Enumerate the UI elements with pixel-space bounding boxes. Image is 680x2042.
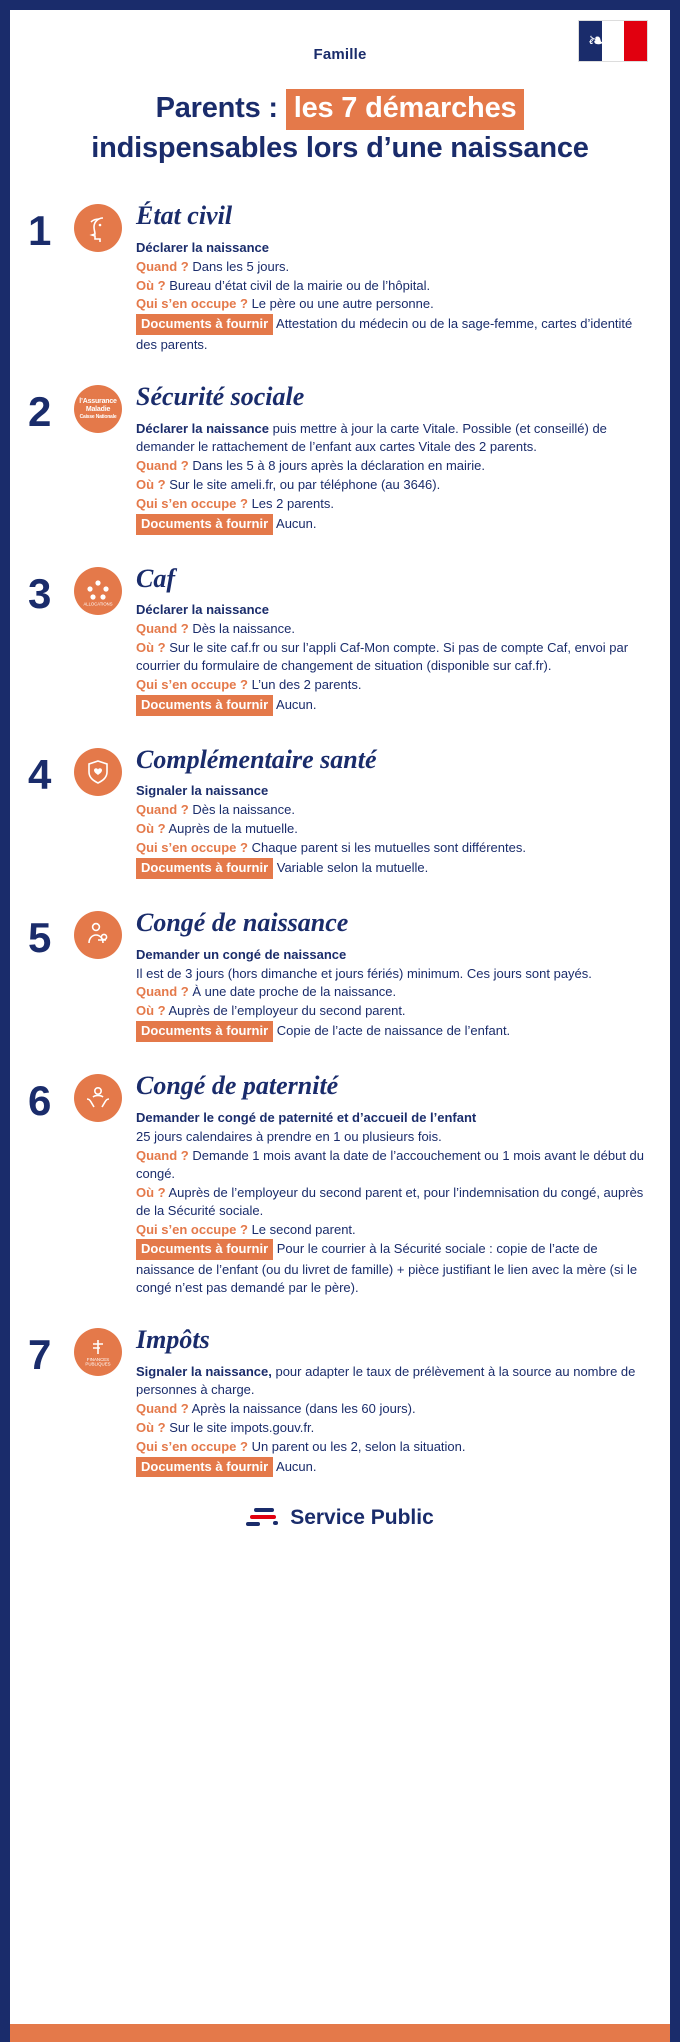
step-body	[136, 907, 652, 1044]
step-line	[136, 457, 652, 475]
step-line	[136, 1184, 652, 1220]
line-label: Déclarer la naissance	[136, 239, 269, 255]
line-label: Où ?	[136, 639, 166, 655]
line-label: Qui s’en occupe ?	[136, 1438, 248, 1454]
line-label: Qui s’en occupe ?	[136, 1221, 248, 1237]
title-highlight: les 7 démarches	[286, 89, 525, 130]
line-text: Les 2 parents.	[247, 495, 334, 511]
step-line	[136, 620, 652, 638]
line-text: Dès la naissance.	[188, 621, 295, 637]
line-label: Où ?	[136, 1184, 166, 1200]
step-title: Congé de paternité	[136, 1071, 339, 1101]
line-text: Dès la naissance.	[188, 802, 295, 818]
line-text: Dans les 5 jours.	[188, 258, 290, 274]
bottom-accent-bar	[10, 2024, 680, 2042]
step-lines	[136, 782, 652, 880]
step-line	[136, 639, 652, 675]
line-label: Où ?	[136, 1419, 166, 1435]
step-item	[28, 200, 652, 355]
parent-baby-icon	[74, 911, 122, 959]
step-title: Impôts	[136, 1325, 210, 1355]
step-line	[136, 258, 652, 276]
step-lines	[136, 1363, 652, 1479]
finances-publiques-logo-icon	[74, 1328, 122, 1376]
line-text: Bureau d’état civil de la mairie ou de l’hôpital.	[165, 277, 431, 293]
step-item	[28, 907, 652, 1044]
step-item	[28, 381, 652, 536]
step-title: Caf	[136, 563, 175, 593]
step-line	[136, 476, 652, 494]
line-label: Qui s’en occupe ?	[136, 840, 248, 856]
step-line	[136, 801, 652, 819]
step-line	[136, 314, 652, 354]
line-text: À une date proche de la naissance.	[188, 984, 397, 1000]
documents-badge: Documents à fournir	[136, 858, 273, 879]
line-label: Où ?	[136, 476, 166, 492]
line-label: Déclarer la naissance	[136, 602, 269, 618]
step-line	[136, 1457, 652, 1479]
line-label: Quand ?	[136, 1147, 189, 1163]
step-number: 5	[28, 914, 52, 961]
line-label: Signaler la naissance	[136, 783, 269, 799]
step-number: 4	[28, 750, 52, 798]
french-flag-icon: ❧	[578, 20, 648, 62]
service-public-logo-icon	[246, 1505, 280, 1531]
step-body	[136, 200, 652, 355]
documents-badge: Documents à fournir	[136, 695, 273, 716]
line-text: Le second parent.	[247, 1221, 356, 1237]
footer-logo-text: Service Public	[290, 1506, 434, 1530]
step-line	[136, 676, 652, 694]
line-text: Auprès de l’employeur du second parent et, pour l’indemnisation du congé, auprès de la Sécurité sociale.	[136, 1184, 644, 1218]
svg-text:PUBLIQUES: PUBLIQUES	[85, 1361, 111, 1367]
line-label: Déclarer la naissance	[136, 420, 269, 436]
step-number: 3	[28, 569, 52, 617]
title-line-2: indispensables lors d’une naissance	[91, 131, 589, 164]
documents-badge: Documents à fournir	[136, 1457, 273, 1478]
line-label: Quand ?	[136, 258, 189, 274]
line-text: Dans les 5 à 8 jours après la déclaration en mairie.	[188, 457, 485, 473]
line-label: Qui s’en occupe ?	[136, 495, 248, 511]
step-line	[136, 295, 652, 313]
line-text: pour adapter le taux de prélèvement à la source au nombre de personnes à charge.	[136, 1363, 636, 1397]
step-line	[136, 1221, 652, 1239]
page-title	[34, 89, 646, 166]
step-line	[136, 1109, 652, 1127]
step-body	[136, 1070, 652, 1298]
line-text: Chaque parent si les mutuelles sont différentes.	[247, 840, 526, 856]
line-text: Aucun.	[273, 696, 317, 712]
line-text: Auprès de l’employeur du second parent.	[165, 1003, 406, 1019]
step-lines	[136, 239, 652, 355]
line-text: puis mettre à jour la carte Vitale. Possible (et conseillé) de demander le rattachement de l’enfant aux cartes Vitale des 2 parents.	[136, 420, 607, 454]
line-label: Qui s’en occupe ?	[136, 676, 248, 692]
step-line	[136, 1438, 652, 1456]
step-number: 1	[28, 207, 52, 255]
heart-shield-icon	[74, 748, 122, 796]
line-text: Il est de 3 jours (hors dimanche et jours fériés) minimum. Ces jours sont payés.	[136, 965, 592, 981]
step-line	[136, 420, 652, 456]
line-label: Où ?	[136, 277, 166, 293]
step-line	[136, 239, 652, 257]
line-label: Quand ?	[136, 802, 189, 818]
line-label: Demander le congé de paternité et d’accueil de l’enfant	[136, 1109, 477, 1125]
assurance-maladie-logo-icon: l’Assurance Maladie Caisse Nationale	[74, 385, 122, 433]
step-line	[136, 1400, 652, 1418]
line-text: Sur le site impots.gouv.fr.	[165, 1419, 315, 1435]
line-text: Variable selon la mutuelle.	[273, 860, 429, 876]
step-line	[136, 1021, 652, 1043]
line-label: Quand ?	[136, 457, 189, 473]
line-text: Attestation du médecin ou de la sage-femme, cartes d’identité des parents.	[136, 316, 633, 353]
step-title: Sécurité sociale	[136, 382, 305, 412]
line-text: Aucun.	[273, 515, 317, 531]
steps-list	[10, 200, 670, 1479]
kicker-label: Famille	[313, 46, 367, 63]
step-number: 2	[28, 388, 52, 436]
line-label: Quand ?	[136, 621, 189, 637]
hands-baby-icon	[74, 1074, 122, 1122]
line-text: Le père ou une autre personne.	[247, 296, 434, 312]
documents-badge: Documents à fournir	[136, 514, 273, 535]
step-title: Complémentaire santé	[136, 744, 377, 774]
step-item	[28, 1070, 652, 1298]
step-lines	[136, 601, 652, 717]
footer	[10, 1505, 670, 1565]
step-line	[136, 695, 652, 717]
step-line	[136, 946, 652, 964]
step-body	[136, 1324, 652, 1479]
line-text: Pour le courrier à la Sécurité sociale : copie de l’acte de naissance de l’enfant (ou du livret de famille) + pièce justifiant le lien avec la mère (si le congé n’est pas demandé par le père).	[136, 1241, 638, 1296]
step-line	[136, 495, 652, 513]
line-label: Quand ?	[136, 984, 189, 1000]
step-item	[28, 1324, 652, 1479]
line-label: Où ?	[136, 1003, 166, 1019]
line-text: L’un des 2 parents.	[247, 676, 362, 692]
line-text: Sur le site caf.fr ou sur l’appli Caf-Mon compte. Si pas de compte Caf, envoi par courrier du formulaire de changement de situation (disponible sur caf.fr).	[136, 639, 629, 673]
step-line	[136, 1363, 652, 1399]
step-line	[136, 858, 652, 880]
step-title: Congé de naissance	[136, 908, 349, 937]
step-line	[136, 514, 652, 536]
line-text: Un parent ou les 2, selon la situation.	[247, 1438, 466, 1454]
step-line	[136, 983, 652, 1001]
documents-badge: Documents à fournir	[136, 1021, 273, 1042]
step-line	[136, 277, 652, 295]
line-text: 25 jours calendaires à prendre en 1 ou plusieurs fois.	[136, 1128, 442, 1144]
svg-text:ALLOCATIONS: ALLOCATIONS	[83, 601, 113, 606]
caf-logo-icon	[74, 567, 122, 615]
documents-badge: Documents à fournir	[136, 1239, 273, 1260]
line-text: Après la naissance (dans les 60 jours).	[188, 1400, 416, 1416]
step-line	[136, 601, 652, 619]
svg-text:FINANCES: FINANCES	[86, 1357, 110, 1363]
page-header	[10, 10, 670, 166]
step-lines	[136, 1109, 652, 1297]
title-part-1: Parents :	[155, 92, 278, 124]
documents-badge: Documents à fournir	[136, 314, 273, 335]
line-text: Sur le site ameli.fr, ou par téléphone (au 3646).	[165, 476, 441, 492]
face-profile-icon	[74, 204, 122, 252]
step-line	[136, 965, 652, 983]
step-item	[28, 744, 652, 881]
line-label: Quand ?	[136, 1400, 189, 1416]
step-line	[136, 1128, 652, 1146]
step-title: État civil	[136, 201, 233, 231]
step-line	[136, 1419, 652, 1437]
step-number: 7	[28, 1331, 52, 1379]
line-text: Copie de l’acte de naissance de l’enfant.	[273, 1023, 511, 1039]
line-text: Demande 1 mois avant la date de l’accouchement ou 1 mois avant le début du congé.	[136, 1147, 644, 1181]
step-number: 6	[28, 1077, 52, 1125]
line-label: Où ?	[136, 821, 166, 837]
line-text: Aucun.	[273, 1458, 317, 1474]
line-label: Signaler la naissance,	[136, 1363, 272, 1379]
line-label: Qui s’en occupe ?	[136, 296, 248, 312]
step-lines	[136, 946, 652, 1044]
step-body	[136, 744, 652, 881]
step-line	[136, 1239, 652, 1297]
step-body	[136, 563, 652, 718]
step-line	[136, 820, 652, 838]
step-lines	[136, 420, 652, 536]
step-line	[136, 839, 652, 857]
step-item	[28, 563, 652, 718]
line-text: Auprès de la mutuelle.	[165, 821, 298, 837]
step-body	[136, 381, 652, 536]
step-line	[136, 1002, 652, 1020]
step-line	[136, 1147, 652, 1183]
step-line	[136, 782, 652, 800]
line-label: Demander un congé de naissance	[136, 946, 347, 962]
